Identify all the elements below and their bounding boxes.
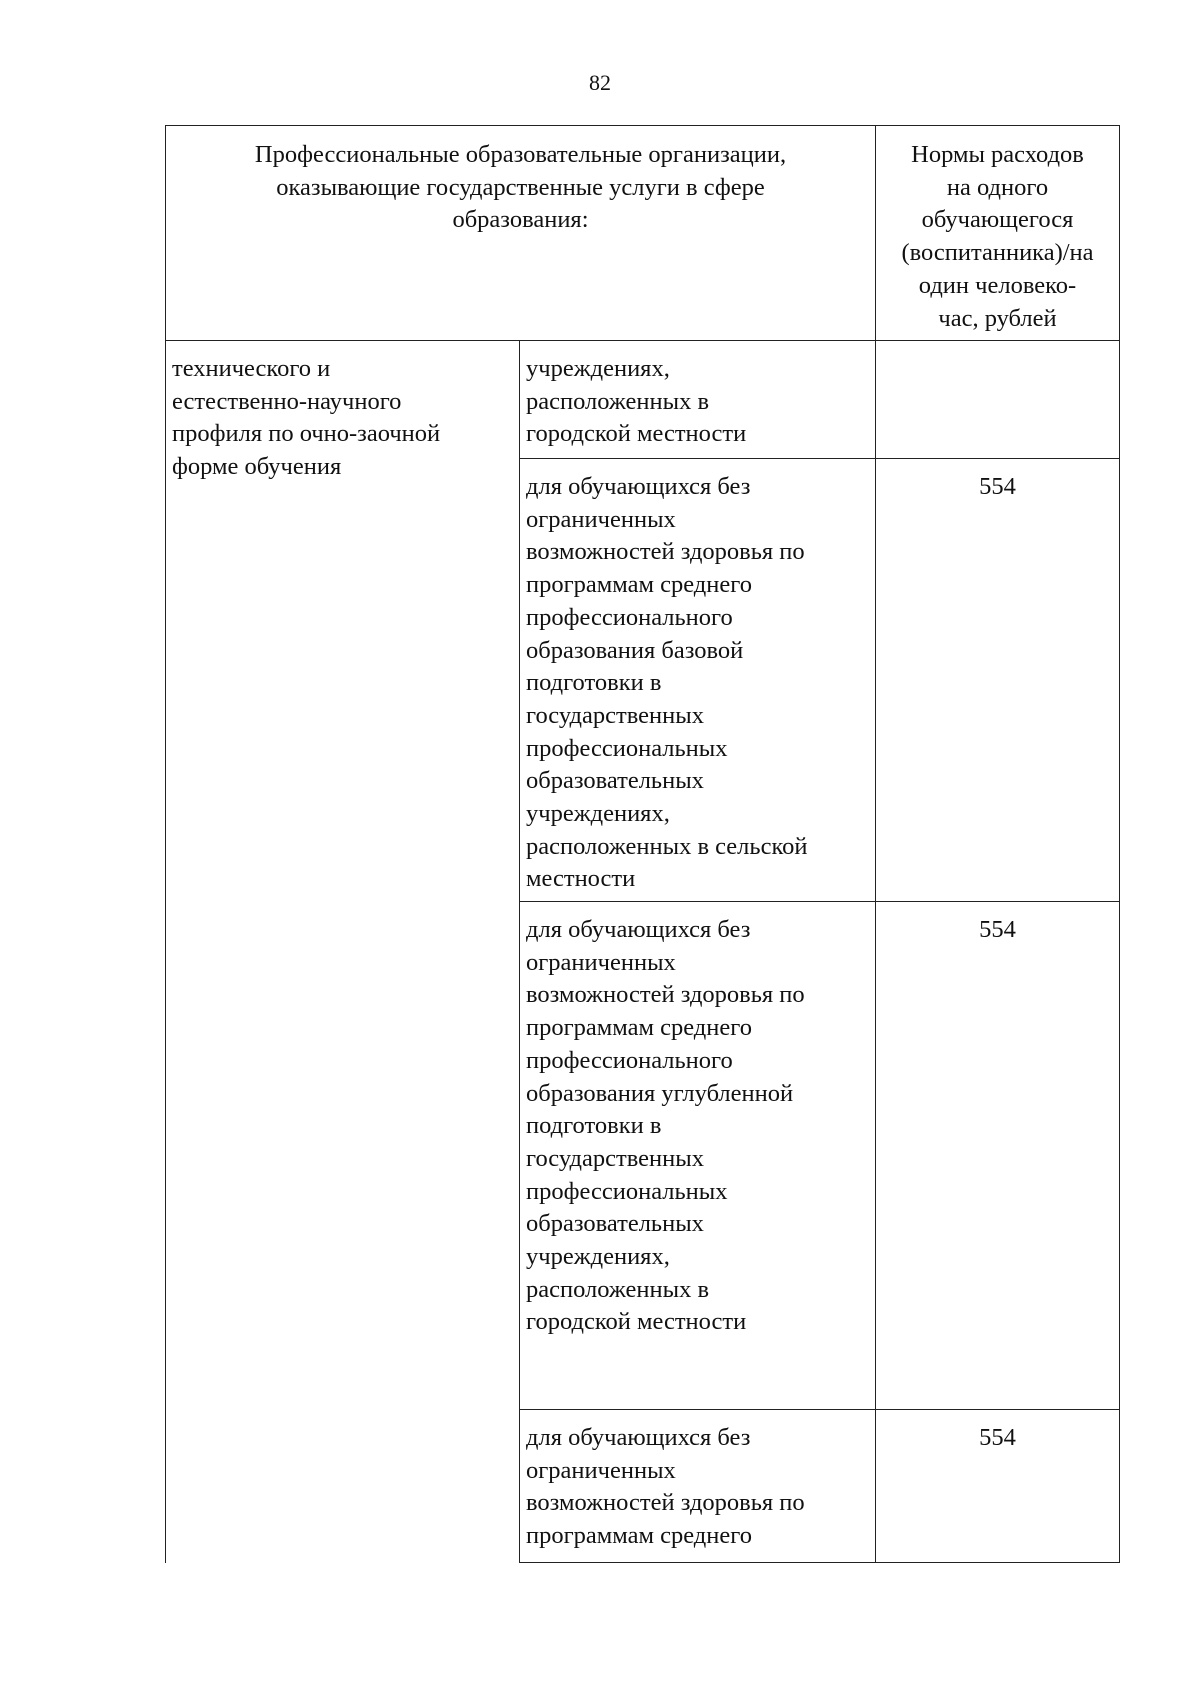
header-norms-line: обучающегося (921, 206, 1074, 234)
description-line: программам среднего (526, 1014, 752, 1042)
norms-table (165, 125, 1120, 1563)
description-line: профессионального (526, 1046, 733, 1074)
description-line: учреждениях, (526, 1243, 670, 1271)
description-line: возможностей здоровья по (526, 538, 805, 566)
value-text: 554 (979, 916, 1016, 943)
description-line: подготовки в (526, 669, 662, 697)
description-cell (520, 1410, 876, 1563)
description-line: ограниченных (526, 1456, 676, 1484)
header-organizations-line: оказывающие государственные услуги в сфере (276, 173, 765, 201)
description-line: образовательных (526, 1210, 704, 1238)
description-line: профессиональных (526, 1177, 728, 1205)
description-line: для обучающихся без (526, 473, 751, 500)
description-line: ограниченных (526, 948, 676, 976)
header-organizations-line: образования: (452, 206, 589, 234)
category-line: естественно-научного (172, 387, 402, 415)
description-line: государственных (526, 1144, 704, 1172)
value-cell (876, 902, 1120, 1410)
description-cell (520, 341, 876, 459)
table-header-row (166, 126, 1120, 341)
header-norms-line: час, рублей (938, 304, 1057, 332)
description-line: расположенных в сельской (526, 832, 808, 860)
description-cell (520, 902, 876, 1410)
description-line: образования базовой (526, 636, 744, 664)
description-line: расположенных в (526, 387, 710, 415)
header-norms (876, 126, 1120, 341)
category-line: профиля по очно-заочной (172, 420, 441, 448)
description-line: для обучающихся без (526, 916, 751, 943)
description-cell (520, 459, 876, 902)
description-line: городской местности (526, 1308, 747, 1336)
description-line: профессиональных (526, 734, 728, 762)
description-line: ограниченных (526, 505, 676, 533)
category-line: форме обучения (172, 453, 342, 481)
description-line: образовательных (526, 767, 704, 795)
category-cell (166, 341, 520, 1563)
header-norms-line: один человеко- (918, 271, 1077, 299)
header-norms-line: на одного (946, 173, 1049, 201)
table-row (166, 341, 1120, 459)
value-cell (876, 459, 1120, 902)
header-organizations (166, 126, 876, 341)
header-organizations-line: Профессиональные образовательные организации, (254, 141, 787, 168)
page-number: 82 (589, 70, 611, 95)
description-line: учреждениях, (526, 800, 670, 828)
value-text: 554 (979, 1424, 1016, 1451)
description-line: возможностей здоровья по (526, 1489, 805, 1517)
value-cell (876, 341, 1120, 459)
value-text: 554 (979, 473, 1016, 500)
description-line: государственных (526, 701, 704, 729)
description-line: образования углубленной (526, 1079, 794, 1107)
description-line: для обучающихся без (526, 1424, 751, 1451)
description-line: городской местности (526, 420, 747, 448)
description-line: учреждениях, (526, 355, 670, 382)
description-line: возможностей здоровья по (526, 981, 805, 1009)
category-line: технического и (172, 355, 331, 382)
description-line: подготовки в (526, 1112, 662, 1140)
description-line: расположенных в (526, 1275, 710, 1303)
header-norms-line: Нормы расходов (911, 141, 1084, 168)
description-line: программам среднего (526, 1522, 752, 1550)
header-norms-line: (воспитанника)/на (901, 239, 1094, 267)
description-line: программам среднего (526, 571, 752, 599)
description-line: местности (526, 865, 636, 893)
value-cell (876, 1410, 1120, 1563)
description-line: профессионального (526, 603, 733, 631)
